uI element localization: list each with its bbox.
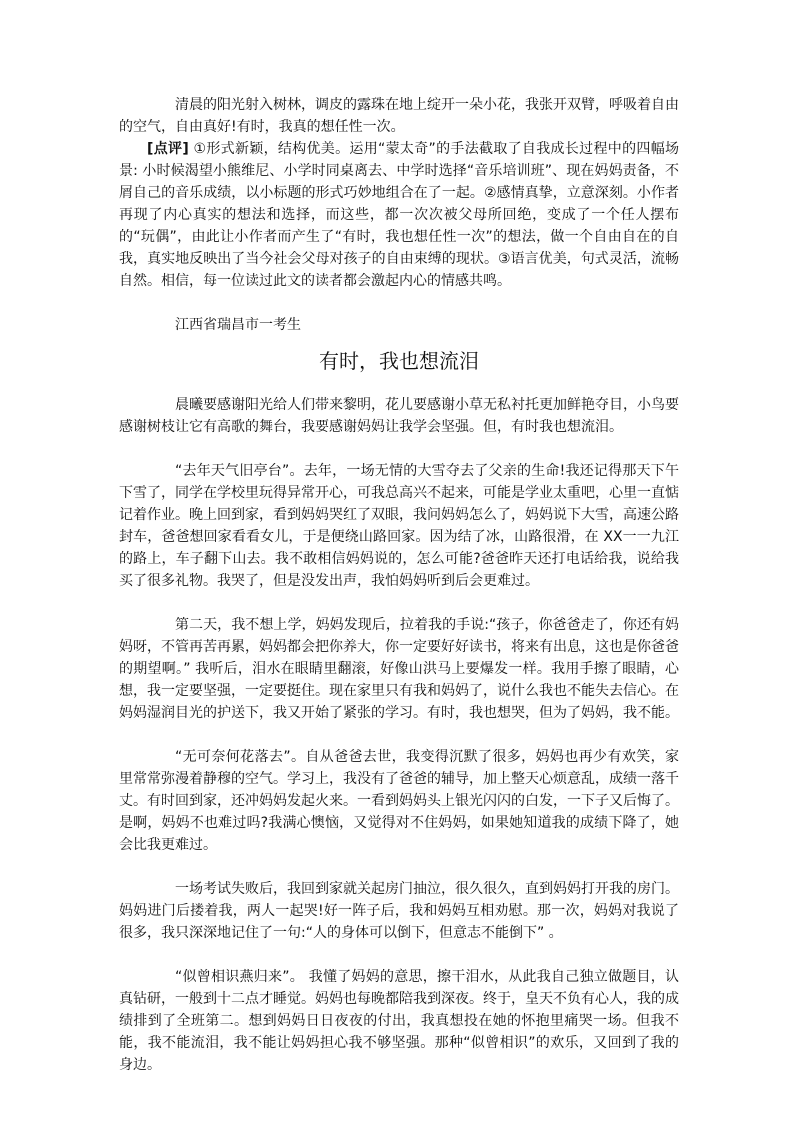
intro-paragraph: 清晨的阳光射入树林，调皮的露珠在地上绽开一朵小花，我张开双臂，呼吸着自由的空气，自由真好!有时，我真的想任性一次。 bbox=[119, 97, 679, 135]
comment-text: ①形式新颖，结构优美。运用“蒙太奇”的手法截取了自我成长过程中的四幅场景: 小时候渴望小熊维尼、小学时同桌离去、中学时选择“音乐培训班”、现在妈妈责备，不屑自己的音乐成绩，以小标题的形式巧妙地组合在了一起。②感情真挚，立意深刻。小作者再现了内心真实的想法和选择，而这些，都一次次被父母所回绝，变成了一个任人摆布的“玩偶”，由此让小作者而产生了“有时，我也想任性一次”的想法，做一个自由自在的自我，真实地反映出了当今社会父母对孩子的自由束缚的现状。③语言优美，句式灵活，流畅自然。相信，每一位读过此文的读者都会激起内心的情感共鸣。 bbox=[119, 141, 680, 289]
essay-title: 有时，我也想流泪 bbox=[319, 349, 479, 373]
comment-label: [点评] bbox=[147, 141, 189, 157]
body-paragraph-1: 晨曦要感谢阳光给人们带来黎明，花儿要感谢小草无私衬托更加鲜艳夺目，小鸟要感谢树枝让它有高歌的舞台，我要感谢妈妈让我学会坚强。但，有时我也想流泪。 bbox=[119, 397, 679, 435]
body-paragraph-4: “无可奈何花落去”。自从爸爸去世，我变得沉默了很多，妈妈也再少有欢笑，家里常常弥漫着静穆的空气。学习上，我没有了爸爸的辅导，加上整天心烦意乱，成绩一落千丈。有时回到家，还冲妈妈发起火来。一看到妈妈头上银光闪闪的白发，一下子又后悔了。是啊，妈妈不也难过吗?我满心懊恼，又觉得对不住妈妈，如果她知道我的成绩下降了，她会比我更难过。 bbox=[119, 749, 679, 853]
body-paragraph-5: 一场考试失败后，我回到家就关起房门抽泣，很久很久，直到妈妈打开我的房门。妈妈进门后搂着我，两人一起哭!好一阵子后，我和妈妈互相劝慰。那一次，妈妈对我说了很多，我只深深地记住了一句:“人的身体可以倒下，但意志不能倒下” 。 bbox=[119, 881, 679, 941]
comment-paragraph bbox=[119, 138, 679, 292]
author-source: 江西省瑞昌市一考生 bbox=[175, 317, 301, 333]
document-page bbox=[119, 94, 679, 1076]
body-paragraph-6: “似曾相识燕归来”。 我懂了妈妈的意思，擦干泪水，从此我自己独立做题目，认真钻研，一般到十二点才睡觉。妈妈也每晚都陪我到深夜。终于，皇天不负有心人，我的成绩排到了全班第二。想到妈妈日日夜夜的付出，我真想投在她的怀抱里痛哭一场。但我不能，我不能流泪，我不能让妈妈担心我不够坚强。那种“似曾相识”的欢乐，又回到了我的身边。 bbox=[119, 969, 679, 1073]
body-paragraph-3: 第二天，我不想上学，妈妈发现后，拉着我的手说:“孩子，你爸爸走了，你还有妈妈呀，不管再苦再累，妈妈都会把你养大，你一定要好好读书，将来有出息，这也是你爸爸的期望啊。” 我听后，泪水在眼睛里翻滚，好像山洪马上要爆发一样。我用手擦了眼睛，心想，我一定要坚强，一定要挺住。现在家里只有我和妈妈了，说什么我也不能失去信心。在妈妈湿润目光的护送下，我又开始了紧张的学习。有时，我也想哭，但为了妈妈，我不能。 bbox=[119, 617, 679, 721]
body-paragraph-2: “去年天气旧亭台”。去年，一场无情的大雪夺去了父亲的生命!我还记得那天下午下雪了，同学在学校里玩得异常开心，可我总高兴不起来，可能是学业太重吧，心里一直惦记着作业。晚上回到家，看到妈妈哭红了双眼，我问妈妈怎么了，妈妈说下大雪，高速公路封车，爸爸想回家看看女儿，于是便绕山路回家。因为结了冰，山路很滑，在 XX一一九江的路上，车子翻下山去。我不敢相信妈妈说的，怎么可能?爸爸昨天还打电话给我，说给我买了很多礼物。我哭了，但是没发出声，我怕妈妈听到后会更难过。 bbox=[119, 463, 679, 589]
